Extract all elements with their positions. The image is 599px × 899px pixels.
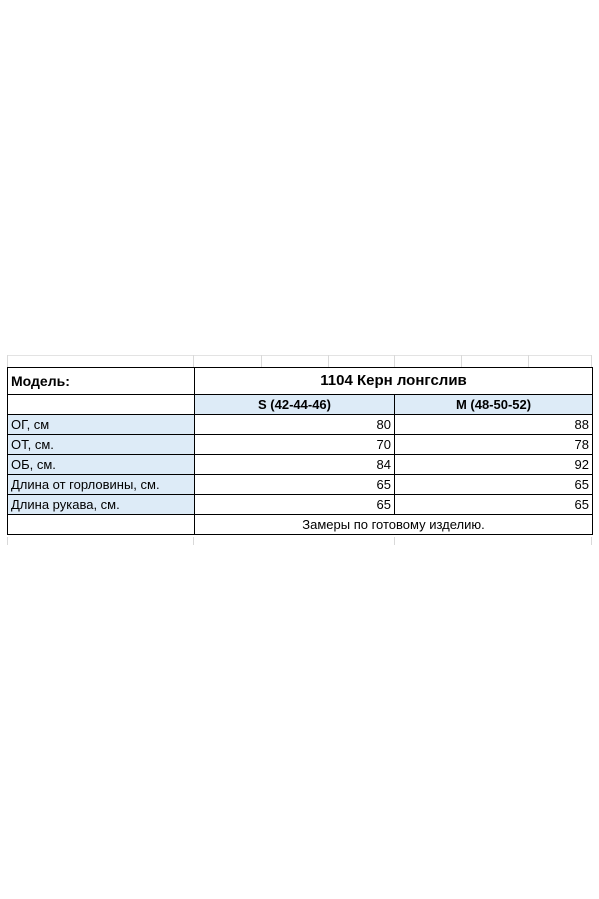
gridline-tick: [461, 355, 462, 367]
gridline-tick: [591, 355, 592, 367]
gridline-tick: [193, 537, 194, 545]
value-m: 92: [395, 455, 593, 475]
value-m: 88: [395, 415, 593, 435]
size-header-m: M (48-50-52): [395, 395, 593, 415]
param-label: ОГ, см: [8, 415, 195, 435]
measurement-note: Замеры по готовому изделию.: [195, 515, 593, 535]
title-row: [8, 368, 593, 395]
value-m: 65: [395, 495, 593, 515]
gridline-top: [7, 355, 592, 356]
size-header-row: [8, 395, 593, 415]
value-m: 65: [395, 475, 593, 495]
table-row: [8, 455, 593, 475]
gridline-tick: [394, 537, 395, 545]
table-row: [8, 435, 593, 455]
empty-note-cell: [8, 515, 195, 535]
gridline-tick: [591, 537, 592, 545]
value-m: 78: [395, 435, 593, 455]
param-label: ОБ, см.: [8, 455, 195, 475]
size-header-s: S (42-44-46): [195, 395, 395, 415]
table-row: [8, 495, 593, 515]
value-s: 84: [195, 455, 395, 475]
empty-header-cell: [8, 395, 195, 415]
value-s: 65: [195, 475, 395, 495]
gridline-tick: [261, 355, 262, 367]
param-label: Длина рукава, см.: [8, 495, 195, 515]
param-label: Длина от горловины, см.: [8, 475, 195, 495]
param-label: ОТ, см.: [8, 435, 195, 455]
table-row: [8, 475, 593, 495]
gridline-tick: [193, 355, 194, 367]
gridline-tick: [528, 355, 529, 367]
gridline-tick: [7, 537, 8, 545]
value-s: 70: [195, 435, 395, 455]
gridline-tick: [328, 355, 329, 367]
table-row: [8, 415, 593, 435]
gridline-tick: [394, 355, 395, 367]
size-chart-table: [7, 367, 593, 535]
model-title: 1104 Керн лонгслив: [195, 368, 593, 395]
note-row: [8, 515, 593, 535]
value-s: 80: [195, 415, 395, 435]
gridline-tick: [7, 355, 8, 367]
model-label: Модель:: [8, 368, 195, 395]
value-s: 65: [195, 495, 395, 515]
